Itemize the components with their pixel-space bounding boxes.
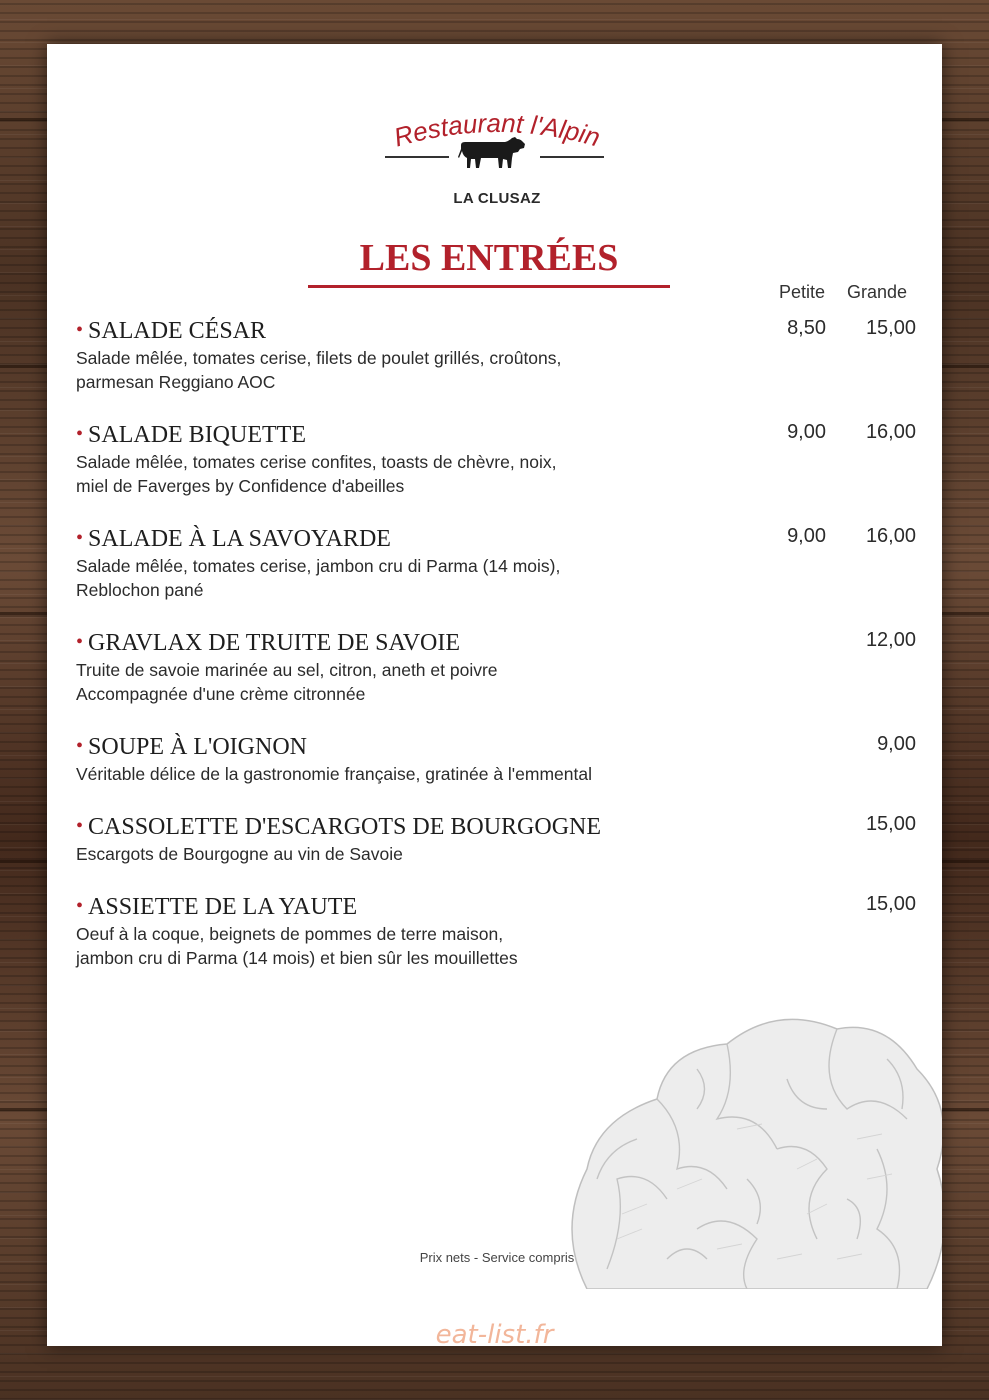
menu-item-desc: Oeuf à la coque, beignets de pommes de terre maison, jambon cru di Parma (14 mois) et bien sûr les mouillettes xyxy=(76,924,518,968)
section-title: LES ENTRÉES xyxy=(359,237,619,279)
menu-item-desc: Salade mêlée, tomates cerise, jambon cru di Parma (14 mois), Reblochon pané xyxy=(76,556,561,600)
cow-icon xyxy=(457,136,527,170)
menu-item-name: • GRAVLAX DE TRUITE DE SAVOIE xyxy=(76,630,461,656)
watermark: eat-list.fr xyxy=(435,1320,554,1346)
bullet-icon: • xyxy=(76,527,84,549)
menu-page xyxy=(47,44,942,1346)
price-small: 9,00 xyxy=(787,525,826,547)
menu-item-name: • SOUPE À L'OIGNON xyxy=(76,734,308,760)
price-large: 16,00 xyxy=(865,421,916,443)
price-large: 16,00 xyxy=(865,525,916,547)
column-head-small: Petite xyxy=(779,282,826,302)
menu-item-desc: Salade mêlée, tomates cerise confites, toasts de chèvre, noix, miel de Faverges by Confidence d'abeilles xyxy=(76,452,557,496)
menu-item-desc: Truite de savoie marinée au sel, citron, aneth et poivre Accompagnée d'une crème citronnée xyxy=(76,660,498,704)
logo-rule-left xyxy=(385,156,449,158)
menu-item-name: • SALADE À LA SAVOYARDE xyxy=(76,526,391,552)
menu-item xyxy=(76,893,916,970)
price-small: 8,50 xyxy=(787,317,826,339)
menu-item xyxy=(76,421,916,498)
price-large: 12,00 xyxy=(865,629,916,651)
bullet-icon: • xyxy=(76,895,84,917)
menu-item-name: • CASSOLETTE D'ESCARGOTS DE BOURGOGNE xyxy=(76,814,602,840)
section-title-rule xyxy=(308,285,670,288)
price-large: 9,00 xyxy=(877,733,916,755)
menu-item xyxy=(76,317,916,394)
price-large: 15,00 xyxy=(865,813,916,835)
bullet-icon: • xyxy=(76,735,84,757)
menu-item xyxy=(76,629,916,706)
menu-item-desc: Escargots de Bourgogne au vin de Savoie xyxy=(76,844,403,864)
menu-item xyxy=(76,733,916,786)
bullet-icon: • xyxy=(76,423,84,445)
column-head-large: Grande xyxy=(847,282,908,302)
restaurant-name: Restaurant l'Alpin xyxy=(390,107,604,153)
price-large: 15,00 xyxy=(865,893,916,915)
menu-item-desc: Véritable délice de la gastronomie française, gratinée à l'emmental xyxy=(76,764,592,784)
menu-item-name: • SALADE CÉSAR xyxy=(76,318,267,344)
bullet-icon: • xyxy=(76,815,84,837)
price-small: 9,00 xyxy=(787,421,826,443)
lettuce-illustration xyxy=(547,999,942,1289)
menu-item-name: • ASSIETTE DE LA YAUTE xyxy=(76,894,358,920)
menu-item xyxy=(76,525,916,602)
price-large: 15,00 xyxy=(865,317,916,339)
footer-note: Prix nets - Service compris xyxy=(419,1250,575,1265)
logo-rule-right xyxy=(540,156,604,158)
bullet-icon: • xyxy=(76,319,84,341)
menu-item-desc: Salade mêlée, tomates cerise, filets de poulet grillés, croûtons, parmesan Reggiano AOC xyxy=(76,348,562,392)
menu-item-name: • SALADE BIQUETTE xyxy=(76,422,306,448)
restaurant-location: LA CLUSAZ xyxy=(453,190,541,207)
bullet-icon: • xyxy=(76,631,84,653)
menu-item xyxy=(76,813,916,866)
